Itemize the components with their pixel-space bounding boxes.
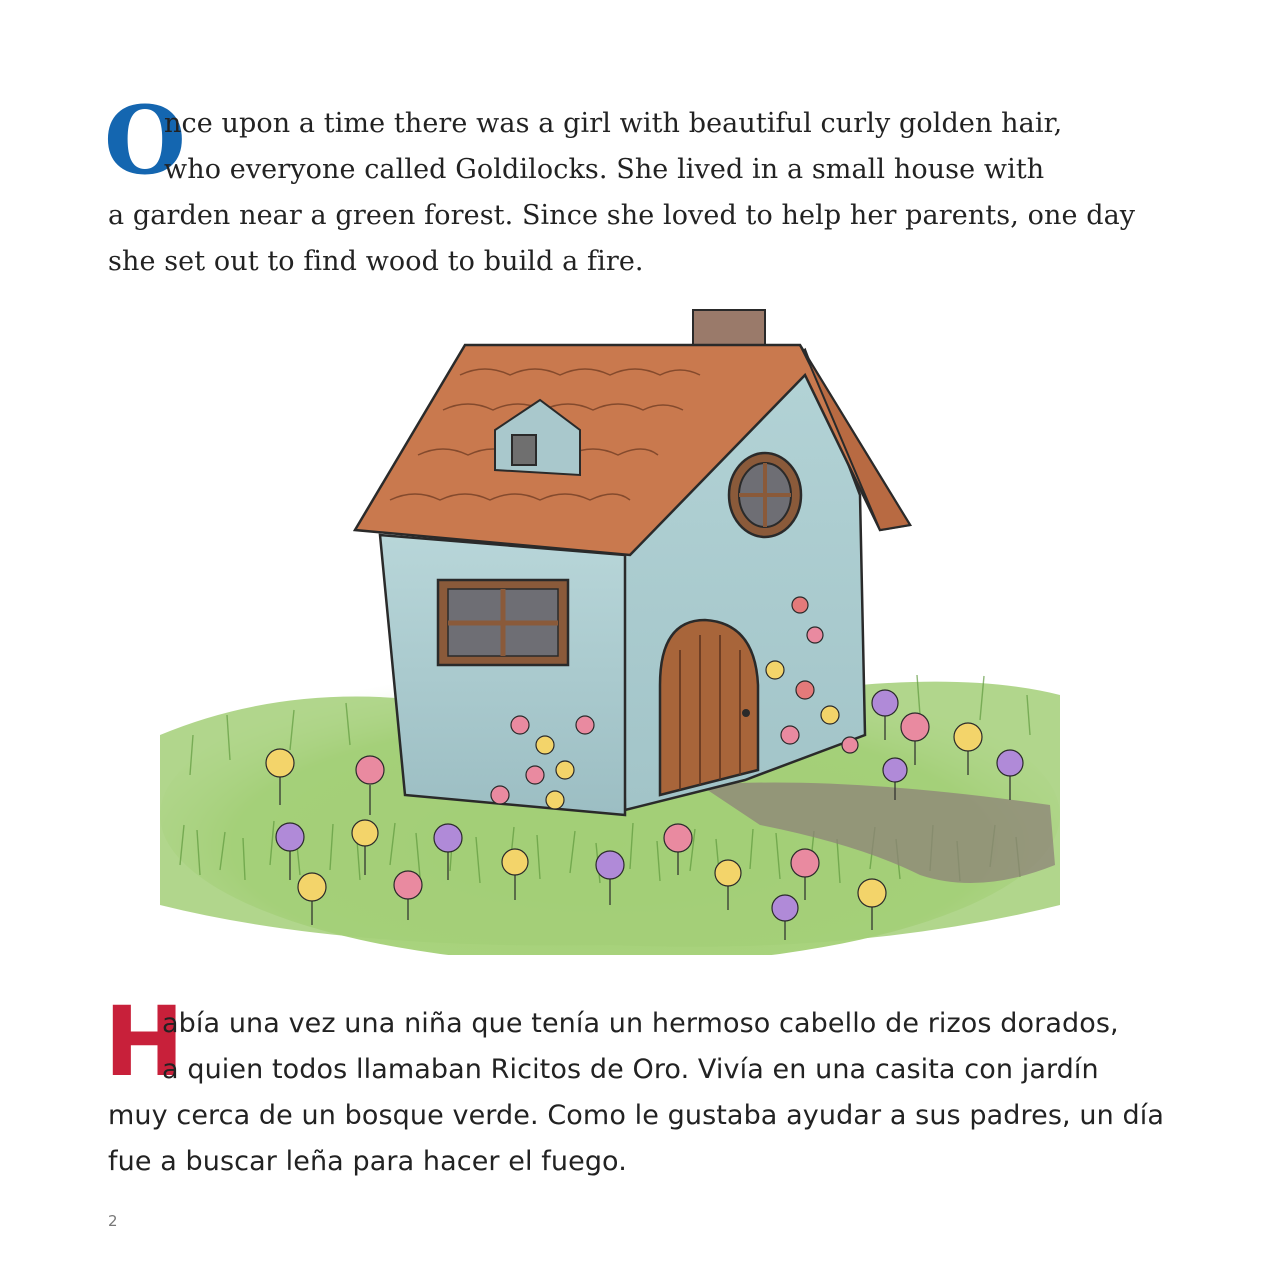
spanish-line-3: muy cerca de un bosque verde. Como le gustaba ayudar a sus padres, un día (108, 1100, 1164, 1131)
spanish-dropcap: H (104, 986, 185, 1098)
spanish-paragraph (104, 986, 1198, 1190)
english-dropcap: O (104, 86, 186, 196)
english-line-4: she set out to find wood to build a fire. (108, 246, 644, 277)
arched-door (660, 620, 758, 795)
spanish-line-2: a quien todos llamaban Ricitos de Oro. Vivía en una casita con jardín (162, 1054, 1099, 1085)
round-window (729, 453, 801, 537)
english-paragraph (104, 86, 1198, 290)
house-front-wall (380, 535, 625, 815)
english-line-2: who everyone called Goldilocks. She lived in a small house with (164, 154, 1045, 185)
english-line-1: nce upon a time there was a girl with beautiful curly golden hair, (164, 108, 1063, 139)
page-number: 2 (108, 1212, 118, 1230)
front-window (438, 580, 568, 665)
spanish-line-4: fue a buscar leña para hacer el fuego. (108, 1146, 627, 1177)
english-line-3: a garden near a green forest. Since she loved to help her parents, one day (108, 200, 1136, 231)
house-illustration (160, 305, 1060, 955)
spanish-line-1: abía una vez una niña que tenía un hermoso cabello de rizos dorados, (162, 1008, 1119, 1039)
